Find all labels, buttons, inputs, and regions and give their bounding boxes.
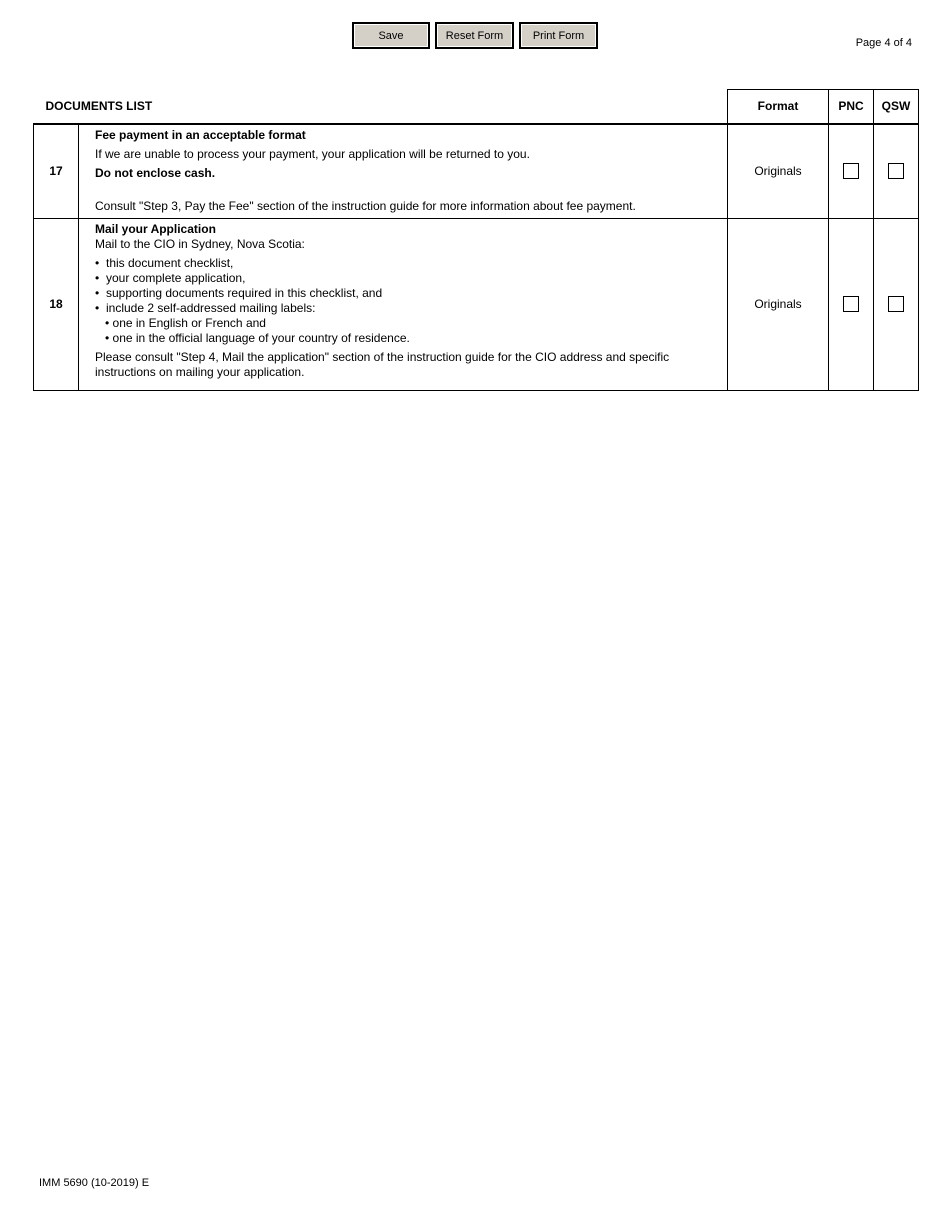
table-row bbox=[34, 218, 919, 390]
pnc-checkbox[interactable] bbox=[843, 296, 859, 312]
print-form-button[interactable]: Print Form bbox=[519, 22, 598, 49]
page-number: Page 4 of 4 bbox=[855, 37, 912, 49]
sub-list-item: • one in the official language of your country of residence. bbox=[105, 330, 410, 345]
save-button[interactable]: Save bbox=[352, 22, 430, 49]
item-number: 17 bbox=[34, 124, 79, 219]
qsw-checkbox[interactable] bbox=[888, 163, 904, 179]
reset-form-button[interactable]: Reset Form bbox=[435, 22, 514, 49]
qsw-cell bbox=[874, 124, 919, 219]
item-number: 18 bbox=[34, 218, 79, 390]
item-description bbox=[79, 124, 728, 219]
table-header-row bbox=[34, 90, 919, 124]
item-text: If we are unable to process your payment, your application will be returned to you. bbox=[95, 146, 530, 161]
list-item: • include 2 self-addressed mailing labels: bbox=[95, 301, 717, 316]
pnc-cell bbox=[829, 124, 874, 219]
qsw-cell bbox=[874, 218, 919, 390]
item-warning: Do not enclose cash. bbox=[95, 165, 216, 180]
documents-list-table bbox=[33, 89, 919, 391]
pnc-column-header: PNC bbox=[829, 90, 874, 124]
format-column-header: Format bbox=[728, 90, 829, 124]
item-heading: Fee payment in an acceptable format bbox=[95, 127, 306, 142]
list-item: • supporting documents required in this checklist, and bbox=[95, 286, 717, 301]
item-format: Originals bbox=[728, 218, 829, 390]
item-description bbox=[79, 218, 728, 390]
table-row bbox=[34, 124, 919, 219]
form-code-footer: IMM 5690 (10-2019) E bbox=[39, 1177, 150, 1189]
list-item: • this document checklist, bbox=[95, 256, 717, 271]
pnc-checkbox[interactable] bbox=[843, 163, 859, 179]
bullet-list bbox=[95, 256, 717, 346]
documents-list-title: DOCUMENTS LIST bbox=[34, 90, 728, 124]
item-heading: Mail your Application bbox=[95, 221, 216, 236]
item-note: Consult "Step 3, Pay the Fee" section of the instruction guide for more information about fee payment. bbox=[95, 198, 636, 213]
pnc-cell bbox=[829, 218, 874, 390]
list-item: • your complete application, bbox=[95, 271, 717, 286]
qsw-checkbox[interactable] bbox=[888, 296, 904, 312]
sub-list-item: • one in English or French and bbox=[105, 315, 266, 330]
qsw-column-header: QSW bbox=[874, 90, 919, 124]
item-intro: Mail to the CIO in Sydney, Nova Scotia: bbox=[95, 236, 305, 251]
item-format: Originals bbox=[728, 124, 829, 219]
item-note: Please consult "Step 4, Mail the application" section of the instruction guide for the CIO address and specific instructions on mailing your application. bbox=[95, 349, 670, 379]
